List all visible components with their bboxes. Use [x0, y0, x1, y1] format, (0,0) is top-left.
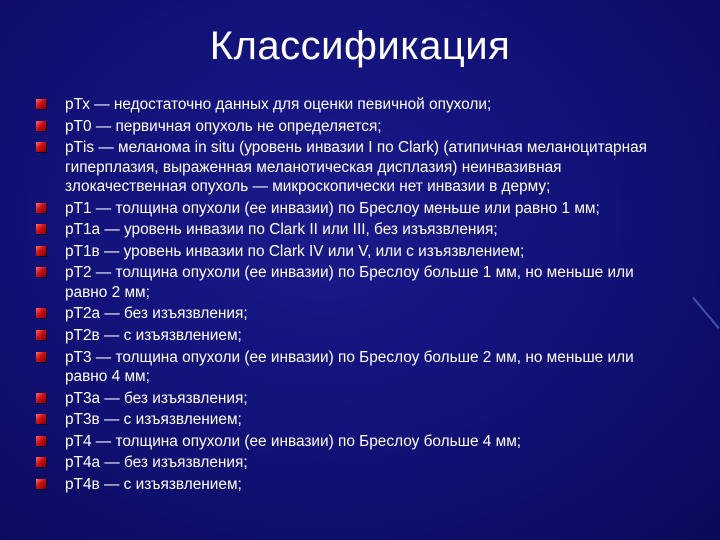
list-item [36, 348, 676, 387]
list-item-text: рТ2в — с изъязвлением; [65, 326, 242, 344]
list-item [36, 304, 676, 323]
square-bullet-icon [36, 436, 46, 446]
list-item [36, 475, 676, 494]
list-item-text: рТх — недостаточно данных для оценки певичной опухоли; [65, 96, 492, 113]
square-bullet-icon [36, 330, 46, 340]
square-bullet-icon [36, 142, 46, 152]
square-bullet-icon [36, 352, 46, 362]
decorative-line [692, 297, 719, 329]
list-item-text: рТ4 — толщина опухоли (ее инвазии) по Бреслоу больше 4 мм; [65, 432, 522, 450]
list-item-text: рТ4в — с изъязвлением; [65, 475, 242, 493]
square-bullet-icon [36, 267, 46, 277]
list-item-text: рТ1а — уровень инвазии по Clark II или III, без изъязвления; [65, 221, 498, 239]
square-bullet-icon [36, 414, 46, 424]
list-item-text: рТ3 — толщина опухоли (ее инвазии) по Бреслоу больше 2 мм, но меньше или равно 4 мм; [65, 348, 634, 385]
list-item [36, 138, 676, 196]
square-bullet-icon [36, 457, 46, 467]
list-item [36, 410, 676, 429]
classification-list [36, 95, 676, 497]
square-bullet-icon [36, 393, 46, 403]
square-bullet-icon [36, 121, 46, 131]
list-item-text: рТ4а — без изъязвления; [65, 454, 248, 472]
square-bullet-icon [36, 308, 46, 318]
list-item-text: рТ1в — уровень инвазии по Clark IV или V, или с изъязвлением; [65, 242, 525, 260]
slide-title: Классификация [209, 24, 511, 68]
list-item [36, 326, 676, 345]
list-item-text: рТ1 — толщина опухоли (ее инвазии) по Бреслоу меньше или равно 1 мм; [65, 199, 600, 217]
list-item [36, 389, 676, 408]
list-item-text: рТ3в — с изъязвлением; [65, 411, 242, 429]
list-item-text: рТ2 — толщина опухоли (ее инвазии) по Бреслоу больше 1 мм, но меньше или равно 2 мм; [65, 264, 634, 301]
list-item-text: рТ2а — без изъязвления; [65, 305, 248, 323]
square-bullet-icon [36, 224, 46, 234]
list-item [36, 432, 676, 451]
list-item-text: рТ0 — первичная опухоль не определяется; [65, 117, 382, 135]
list-item [36, 220, 676, 239]
list-item-text: рТis — меланома in situ (уровень инвазии I по Clark) (атипичная меланоцитарная гиперплазия, выраженная меланотическая дисплазия) неинвазивная злокачественная опухоль — микроскопически нет инвазии в дерму; [65, 139, 647, 195]
list-item [36, 263, 676, 302]
list-item [36, 199, 676, 218]
square-bullet-icon [36, 203, 46, 213]
list-item [36, 117, 676, 136]
list-item [36, 242, 676, 261]
list-item [36, 453, 676, 472]
list-item [36, 95, 676, 114]
square-bullet-icon [36, 479, 46, 489]
square-bullet-icon [36, 99, 46, 109]
square-bullet-icon [36, 246, 46, 256]
list-item-text: рТ3а — без изъязвления; [65, 389, 248, 407]
